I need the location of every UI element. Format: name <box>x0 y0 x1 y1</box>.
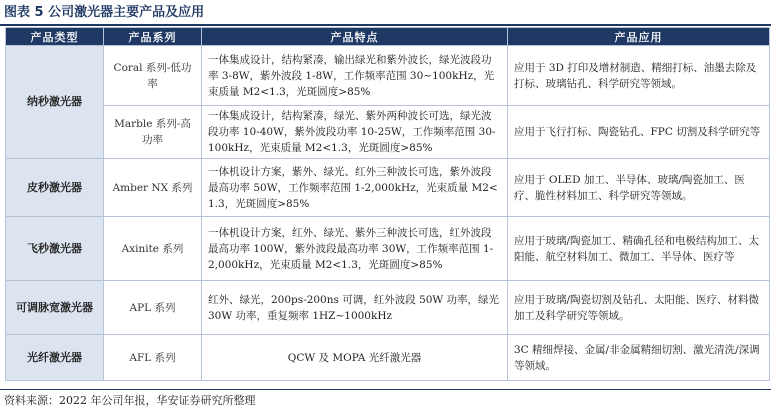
source-rule <box>0 389 771 390</box>
features-cell: 一体集成设计，结构紧凑，输出绿光和紫外波长，绿光波段功率 3-8W，紫外波段 1-8W，工作频率范围 30~100kHz，光束质量 M2<1.3，光斑圆度>85% <box>202 46 508 106</box>
features-cell: 一体机设计方案，紫外、绿光、红外三种波长可选，紫外波段最高功率 50W，工作频率范围 1-2,000kHz，光束质量 M2<1.3，光斑圆度>85% <box>202 159 508 217</box>
category-cell: 光纤激光器 <box>6 335 104 381</box>
header-product-type: 产品类型 <box>6 28 104 46</box>
title-rule <box>0 24 771 26</box>
series-cell: Amber NX 系列 <box>104 159 202 217</box>
table-header-row <box>6 28 770 46</box>
table-row <box>6 159 770 217</box>
series-cell: Axinite 系列 <box>104 217 202 281</box>
series-cell: Marble 系列-高功率 <box>104 106 202 159</box>
category-cell: 纳秒激光器 <box>6 46 104 159</box>
table-row <box>6 335 770 381</box>
figure-title: 图表 5 公司激光器主要产品及应用 <box>4 5 205 20</box>
header-product-features: 产品特点 <box>202 28 508 46</box>
application-cell: 3C 精细焊接、金属/非金属精细切割、激光清洗/深调等领域。 <box>508 335 770 381</box>
application-cell: 应用于玻璃/陶瓷加工、精确孔径和电极结构加工、太阳能、航空材料加工、微加工、半导体、医疗等 <box>508 217 770 281</box>
application-cell: 应用于飞行打标、陶瓷钻孔、FPC 切割及科学研究等 <box>508 106 770 159</box>
table-row <box>6 281 770 335</box>
source-note: 资料来源：2022 年公司年报，华安证券研究所整理 <box>4 394 256 407</box>
table-row <box>6 106 770 159</box>
series-cell: AFL 系列 <box>104 335 202 381</box>
table-row <box>6 217 770 281</box>
header-product-application: 产品应用 <box>508 28 770 46</box>
application-cell: 应用于 OLED 加工、半导体、玻璃/陶瓷加工、医疗、脆性材料加工、科学研究等领域。 <box>508 159 770 217</box>
features-cell: 红外、绿光，200ps-200ns 可调，红外波段 50W 功率，绿光 30W 功率，重复频率 1HZ~1000kHz <box>202 281 508 335</box>
header-product-series: 产品系列 <box>104 28 202 46</box>
category-cell: 可调脉宽激光器 <box>6 281 104 335</box>
table-row <box>6 46 770 106</box>
application-cell: 应用于 3D 打印及增材制造、精细打标、油墨去除及打标、玻璃钻孔、科学研究等领域。 <box>508 46 770 106</box>
series-cell: APL 系列 <box>104 281 202 335</box>
features-cell: 一体集成设计，结构紧凑，绿光、紫外两种波长可选，绿光波段功率 10-40W，紫外波段功率 10-25W，工作频率范围 30-100kHz，光束质量 M2<1.3，光斑圆度>85% <box>202 106 508 159</box>
application-cell: 应用于玻璃/陶瓷切割及钻孔、太阳能、医疗、材料微加工及科学研究等领域。 <box>508 281 770 335</box>
product-table <box>5 27 770 381</box>
series-cell: Coral 系列-低功率 <box>104 46 202 106</box>
category-cell: 皮秒激光器 <box>6 159 104 217</box>
category-cell: 飞秒激光器 <box>6 217 104 281</box>
features-cell: QCW 及 MOPA 光纤激光器 <box>202 335 508 381</box>
features-cell: 一体机设计方案，红外、绿光、紫外三种波长可选，红外波段最高功率 100W，紫外波段最高功率 30W，工作频率范围 1-2,000kHz，光束质量 M2<1.3，光斑圆度>85% <box>202 217 508 281</box>
